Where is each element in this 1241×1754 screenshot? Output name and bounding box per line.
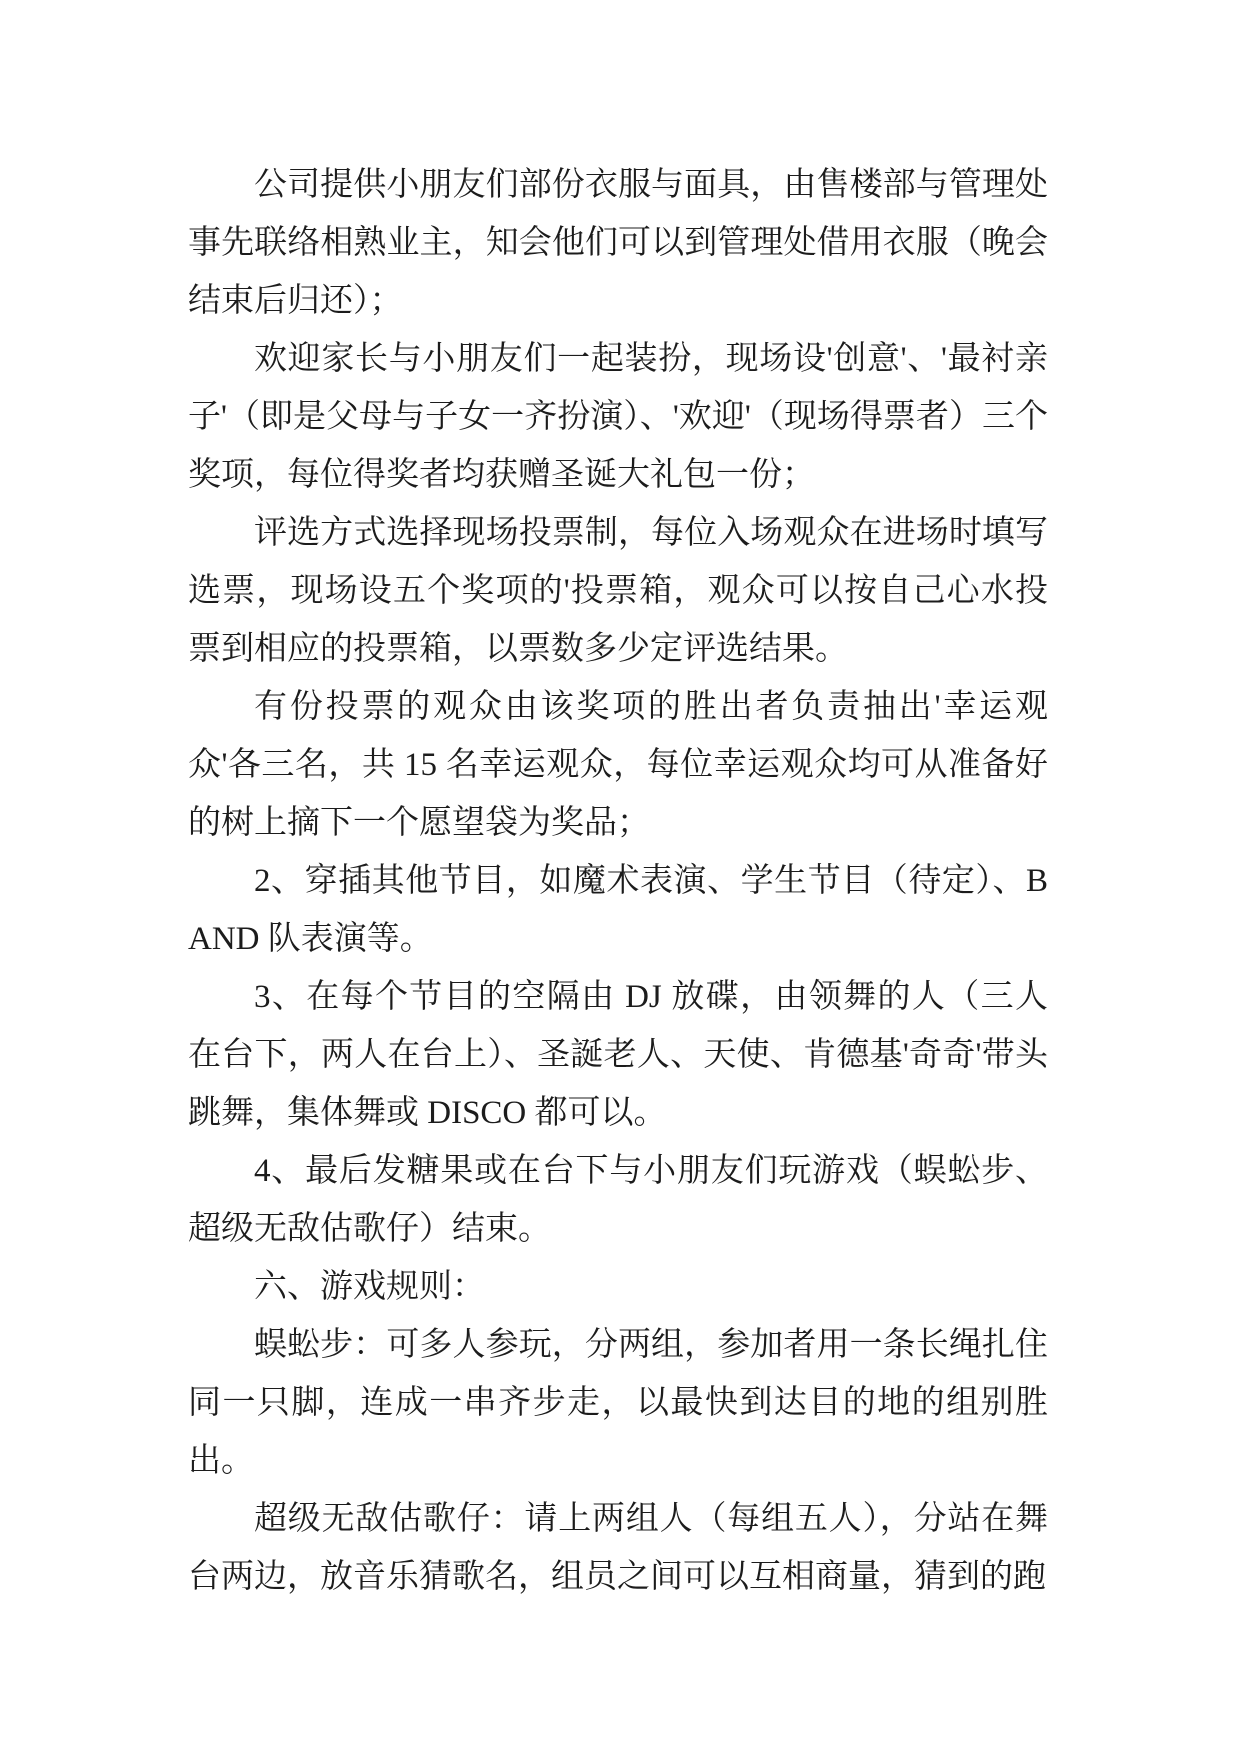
paragraph-item-4-candy-games: 4、最后发糖果或在台下与小朋友们玩游戏（蜈蚣步、超级无敌估歌仔）结束。	[188, 1153, 1048, 1247]
paragraph-item-2-other-shows: 2、穿插其他节目，如魔术表演、学生节目（待定）、BAND 队表演等。	[188, 863, 1048, 957]
paragraph-dress-up-awards: 欢迎家长与小朋友们一起装扮，现场设'创意'、'最衬亲子'（即是父母与子女一齐扮演）、'欢迎'（现场得票者）三个奖项，每位得奖者均获赠圣诞大礼包一份；	[188, 341, 1048, 493]
paragraph-costumes-provided: 公司提供小朋友们部份衣服与面具，由售楼部与管理处事先联络相熟业主，知会他们可以到管理处借用衣服（晚会结束后归还）；	[188, 167, 1048, 319]
paragraph-section-6-game-rules: 六、游戏规则：	[254, 1269, 485, 1305]
paragraph-guess-song-rule: 超级无敌估歌仔：请上两组人（每组五人），分站在舞台两边，放音乐猜歌名，组员之间可以互相商量，猜到的跑	[188, 1501, 1048, 1595]
paragraph-voting-method: 评选方式选择现场投票制，每位入场观众在进场时填写选票，现场设五个奖项的'投票箱，观众可以按自己心水投票到相应的投票箱，以票数多少定评选结果。	[188, 515, 1048, 667]
paragraph-lucky-audience: 有份投票的观众由该奖项的胜出者负责抽出'幸运观众'各三名，共 15 名幸运观众，每位幸运观众均可从准备好的树上摘下一个愿望袋为奖品；	[188, 689, 1048, 841]
paragraph-centipede-walk-rule: 蜈蚣步：可多人参玩，分两组，参加者用一条长绳扎住同一只脚，连成一串齐步走，以最快到达目的地的组别胜出。	[188, 1327, 1048, 1479]
paragraph-item-3-dj-dance: 3、在每个节目的空隔由 DJ 放碟，由领舞的人（三人在台下，两人在台上）、圣誕老人、天使、肯德基'奇奇'带头跳舞，集体舞或 DISCO 都可以。	[188, 979, 1048, 1131]
